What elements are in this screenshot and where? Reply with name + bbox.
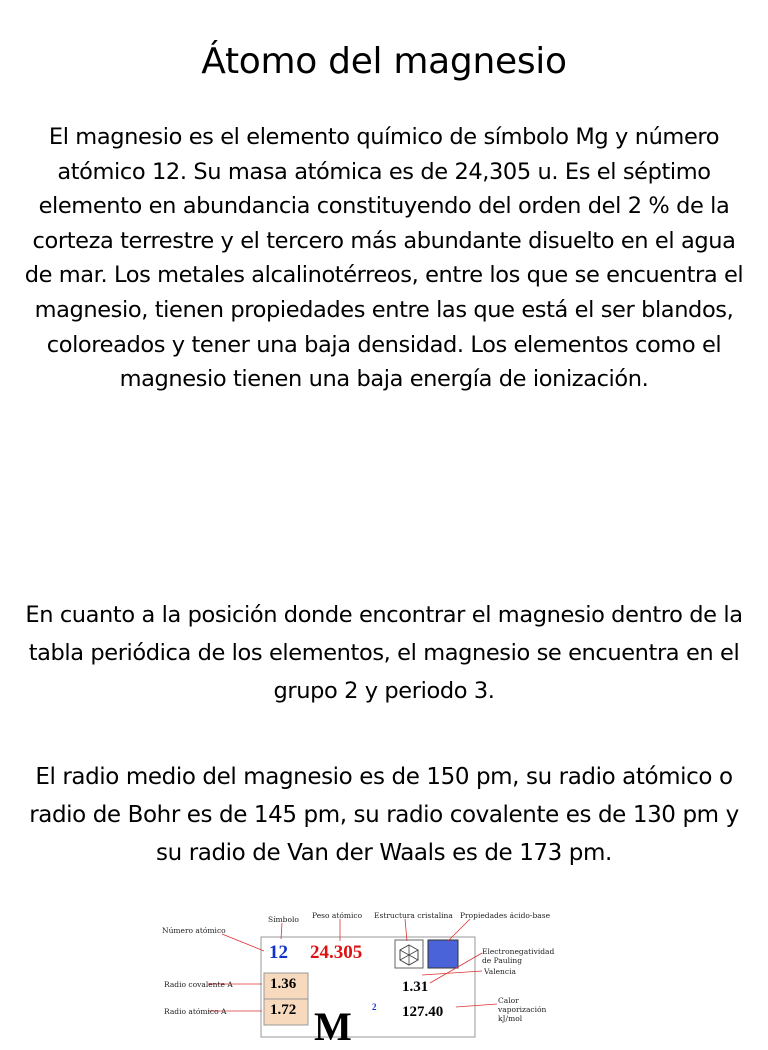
valence-value: 2 xyxy=(372,1002,377,1012)
atomic-weight-value: 24.305 xyxy=(310,942,363,963)
covalent-radius-value: 1.36 xyxy=(270,976,297,992)
label-simbolo: Símbolo xyxy=(268,915,299,924)
element-legend-figure xyxy=(160,905,600,1049)
page-title: Átomo del magnesio xyxy=(201,41,567,82)
electronegativity-value: 1.31 xyxy=(402,979,429,995)
label-estructura-cristalina: Estructura cristalina xyxy=(374,911,453,920)
label-numero-atomico: Número atómico xyxy=(162,926,226,935)
label-valencia: Valencia xyxy=(484,967,516,976)
atomic-radius-value: 1.72 xyxy=(270,1002,297,1018)
label-electronegatividad: Electronegatividad de Pauling xyxy=(482,947,555,965)
radius-paragraph: El radio medio del magnesio es de 150 pm, su radio atómico o radio de Bohr es de 145 pm, su radio covalente es de 130 pm y su radio de Van der Waals es de 173 pm. xyxy=(29,764,739,866)
atomic-number-value: 12 xyxy=(269,942,288,963)
label-radio-covalente: Radio covalente A xyxy=(164,980,233,989)
intro-paragraph: El magnesio es el elemento químico de símbolo Mg y número atómico 12. Su masa atómica es de 24,305 u. Es el séptimo elemento en abundancia constituyendo del orden del 2 % de la corteza terrestre y el tercero más abundante disuelto en el agua de mar. Los metales alcalinotérreos, entre los que se encuentra el magnesio, tienen propiedades entre las que está el ser blandos, coloreados y tener una baja densidad. Los elementos como el magnesio tienen una baja energía de ionización. xyxy=(24,124,744,393)
acid-base-box xyxy=(428,940,458,968)
label-propiedades-acido-base: Propiedades ácido-base xyxy=(460,911,551,920)
label-calor-vaporizacion: Calor vaporización kJ/mol xyxy=(498,996,547,1023)
position-paragraph: En cuanto a la posición donde encontrar el magnesio dentro de la tabla periódica de los elementos, el magnesio se encuentra en el grupo 2 y periodo 3. xyxy=(25,602,743,704)
label-radio-atomico: Radio atómico A xyxy=(164,1007,227,1016)
heat-vaporization-value: 127.40 xyxy=(402,1004,444,1020)
element-symbol: M xyxy=(314,1004,352,1049)
label-peso-atomico: Peso atómico xyxy=(312,911,363,920)
